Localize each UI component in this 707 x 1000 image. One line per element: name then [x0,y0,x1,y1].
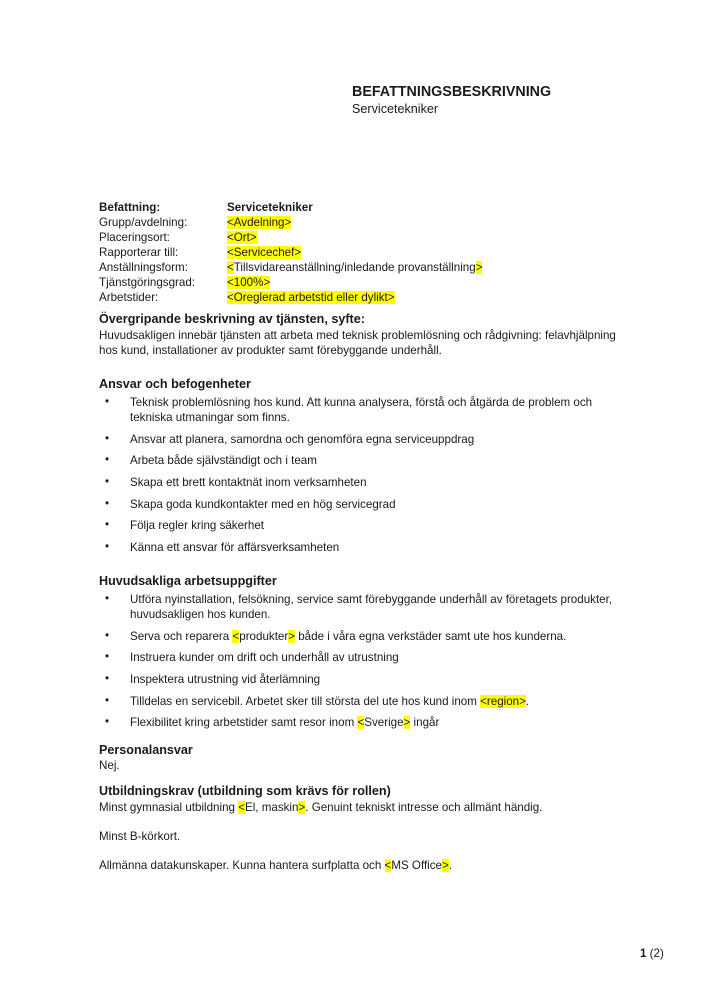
highlighted-placeholder-text: < [232,629,240,643]
paragraph [99,829,620,844]
info-label: Anställningsform: [99,261,188,274]
info-value [227,290,620,305]
section-utbildning [99,783,620,887]
paragraph [99,328,620,358]
highlighted-placeholder-text: > [475,261,483,274]
info-value [227,215,620,230]
highlighted-placeholder-text: <100%> [227,276,271,289]
bullet-marker-icon: • [105,475,110,489]
text-run: Utföra nyinstallation, felsökning, service samt förebyggande underhåll av företagets produkter, huvudsakligen hos kunden. [130,593,613,621]
text-run: MS Office [391,859,442,872]
text-run: produkter [239,629,289,643]
bullet-marker-icon: • [105,431,110,445]
highlighted-placeholder-text: <region> [480,694,526,708]
text-run: Allmänna datakunskaper. Kunna hantera surfplatta och [99,859,385,872]
info-row [99,260,620,275]
highlighted-placeholder-text: > [298,801,306,814]
highlighted-placeholder-text: <Servicechef> [227,246,302,259]
bullet-marker-icon: • [105,650,110,664]
info-label: Grupp/avdelning: [99,216,188,229]
text-run: Nej. [99,759,120,772]
bullet-marker-icon: • [105,540,110,554]
info-label: Placeringsort: [99,231,170,244]
info-value [227,200,620,215]
section-heading: Personalansvar [99,743,193,757]
bullet-item [99,672,620,687]
page-title: BEFATTNINGSBESKRIVNING [352,84,552,100]
bullet-marker-icon: • [105,453,110,467]
bullet-item [99,518,620,533]
info-table [99,200,620,305]
bullet-marker-icon: • [105,518,110,532]
highlighted-placeholder-text: > [403,716,411,730]
bullet-marker-icon: • [105,496,110,510]
section-heading: Ansvar och befogenheter [99,377,251,391]
bullet-item [99,497,620,512]
text-run: Huvudsakligen innebär tjänsten att arbeta med teknisk problemlösning och rådgivning: felavhjälpning hos kund, installationer av produkter samt förebyggande underhåll. [99,329,616,357]
text-run: Ansvar att planera, samordna och genomföra egna serviceuppdrag [130,432,475,446]
text-run: Serva och reparera [130,629,233,643]
paragraph [99,800,620,815]
paragraph [99,758,620,773]
info-value [227,260,620,275]
text-run: Inspektera utrustning vid återlämning [130,673,321,687]
highlighted-placeholder-text: < [357,716,365,730]
highlighted-placeholder-text: <Oreglerad arbetstid eller dylikt> [227,291,395,304]
text-run: Följa regler kring säkerhet [130,519,265,533]
bullet-item [99,629,620,644]
info-value [227,230,620,245]
bullet-item [99,592,620,622]
highlighted-placeholder-text: < [227,261,234,274]
text-run: Instruera kunder om drift och underhåll av utrustning [130,651,399,665]
info-row [99,215,620,230]
info-label: Befattning: [99,201,161,214]
bullet-item [99,650,620,665]
bullet-item [99,453,620,468]
info-label: Rapporterar till: [99,246,179,259]
section-huvudsakliga [99,573,620,737]
page-subtitle: Servicetekniker [352,102,439,116]
info-row [99,200,620,215]
info-row [99,245,620,260]
text-run: . Genuint tekniskt intresse och allmänt händig. [305,801,543,814]
info-row [99,275,620,290]
highlighted-placeholder-text: > [442,859,449,872]
info-value [227,245,620,260]
text-run: Teknisk problemlösning hos kund. Att kunna analysera, förstå och åtgärda de problem och tekniska utmaningar som finns. [130,396,593,424]
bullet-list [99,592,620,730]
section-overview [99,311,620,372]
text-run: El, maskin [244,801,299,814]
text-run: . [448,859,453,872]
bullet-marker-icon: • [105,715,110,729]
bullet-item [99,475,620,490]
text-run: . [525,694,530,708]
text-run: Servicetekniker [227,201,313,214]
section-ansvar [99,376,620,562]
bullet-marker-icon: • [105,395,110,408]
bullet-item [99,432,620,447]
page-number [640,946,664,961]
bullet-marker-icon: • [105,628,110,642]
highlighted-placeholder-text: > [288,629,296,643]
info-label: Arbetstider: [99,291,159,304]
bullet-marker-icon: • [105,672,110,686]
text-run: Skapa ett brett kontaktnät inom verksamheten [130,476,367,490]
bullet-item [99,715,620,730]
info-row [99,230,620,245]
paragraph [99,858,620,873]
highlighted-placeholder-text: <Ort> [227,231,257,244]
text-run: både i våra egna verkstäder samt ute hos kunderna. [295,629,567,643]
text-run: Känna ett ansvar för affärsverksamheten [130,541,340,555]
bullet-item [99,540,620,555]
bullet-marker-icon: • [105,693,110,707]
text-run: Minst gymnasial utbildning [99,801,239,814]
section-personal [99,742,620,787]
bullet-item [99,395,620,425]
info-label: Tjänstgöringsgrad: [99,276,196,289]
section-heading: Utbildningskrav (utbildning som krävs för rollen) [99,784,391,798]
text-run: Tillsvidareanställning/inledande provanställning [233,261,476,274]
text-run: Skapa goda kundkontakter med en hög servicegrad [130,497,396,511]
text-run: Arbeta både självständigt och i team [130,454,317,468]
text-run: Sverige [364,716,404,730]
document-header [352,84,551,117]
bullet-item [99,694,620,709]
bullet-list [99,395,620,555]
section-heading: Huvudsakliga arbetsuppgifter [99,574,277,588]
page-number-current: 1 [640,947,647,960]
highlighted-placeholder-text: < [384,859,392,872]
page-number-total: (2) [646,947,664,960]
highlighted-placeholder-text: <Avdelning> [227,216,292,229]
section-heading: Övergripande beskrivning av tjänsten, syfte: [99,312,365,326]
text-run: Minst B-körkort. [99,830,181,843]
bullet-marker-icon: • [105,592,110,605]
info-value [227,275,620,290]
text-run: Flexibilitet kring arbetstider samt resor inom [130,716,358,730]
text-run: Tilldelas en servicebil. Arbetet sker till största del ute hos kund inom [130,694,481,708]
info-row [99,290,620,305]
highlighted-placeholder-text: < [238,801,245,814]
text-run: ingår [410,716,440,730]
